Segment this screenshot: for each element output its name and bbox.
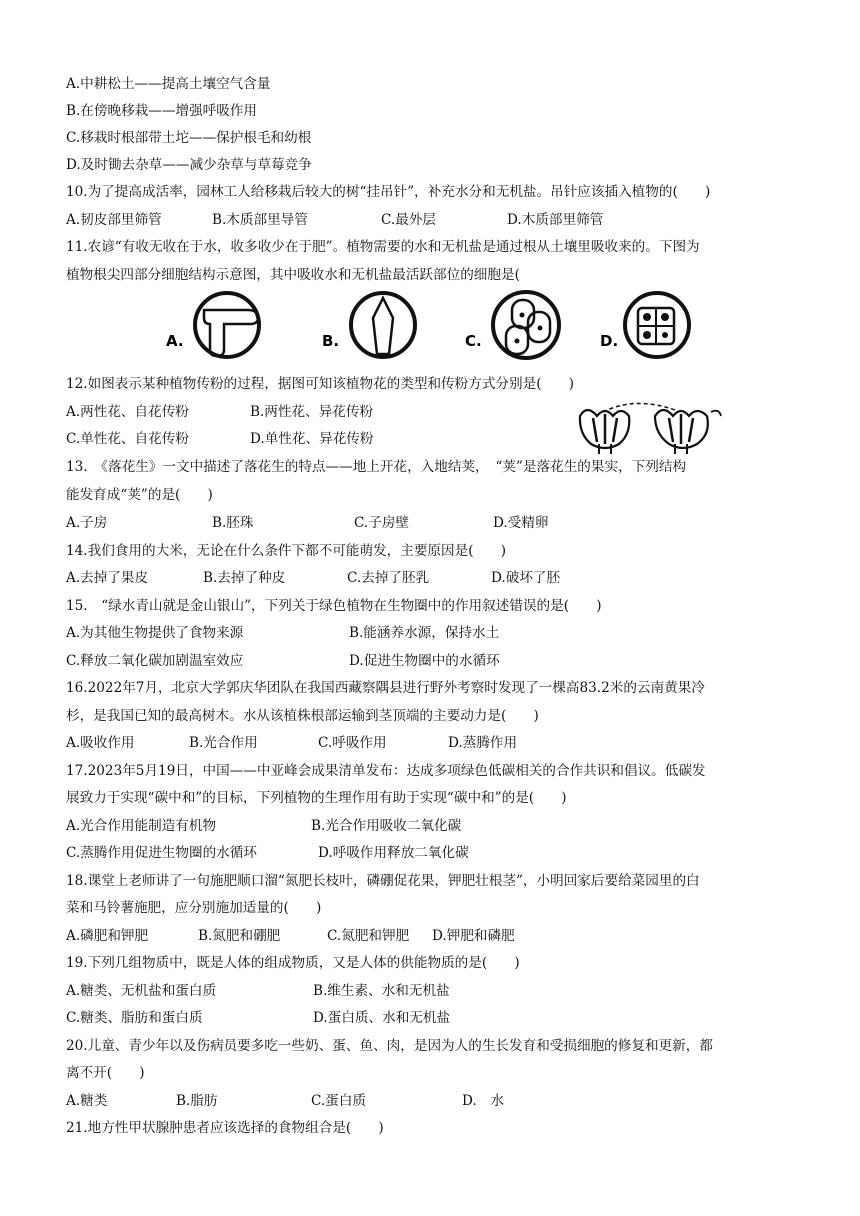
q15-option-a: A.为其他生物提供了食物来源 xyxy=(66,625,244,641)
figure-c-label: C. xyxy=(465,332,482,350)
q9-option-a: A.中耕松土——提高土壤空气含量 xyxy=(66,76,271,92)
q16-option-d: D.蒸腾作用 xyxy=(448,735,518,751)
root-tip-cells-figure xyxy=(160,288,700,368)
q17-option-a: A.光合作用能制造有机物 xyxy=(66,818,217,834)
pollination-flowers-figure xyxy=(575,398,725,456)
figure-a-root-hair-cell xyxy=(166,293,259,357)
q18-option-d: D.钾肥和磷肥 xyxy=(432,928,515,944)
q20-option-b: B.脂肪 xyxy=(176,1093,218,1109)
figure-b-label: B. xyxy=(322,332,340,350)
q17-stem-line2: 展致力于实现“碳中和”的目标，下列植物的生理作用有助于实现“碳中和”的是( ) xyxy=(66,790,567,806)
figure-c-meristem-cells xyxy=(465,292,559,358)
q15-option-d: D.促进生物圈中的水循环 xyxy=(349,653,500,669)
q11-stem-line2: 植物根尖四部分细胞结构示意图，其中吸收水和无机盐最活跃部位的细胞是( xyxy=(66,267,520,283)
q14-option-c: C.去掉了胚乳 xyxy=(347,570,430,586)
q18-stem-line1: 18.课堂上老师讲了一句施肥顺口溜“氮肥长枝叶，磷硼促花果，钾肥壮根茎”，小明回家后要给菜园里的白 xyxy=(66,873,700,889)
q18-stem-line2: 菜和马铃薯施肥，应分别施加适量的( ) xyxy=(66,900,322,916)
q16-option-c: C.呼吸作用 xyxy=(318,735,387,751)
q12-option-a: A.两性花、自花传粉 xyxy=(66,404,189,420)
figure-d-label: D. xyxy=(600,332,619,350)
q13-stem-line2: 能发育成“荚”的是( ) xyxy=(66,487,213,503)
figure-d-root-cap-cells xyxy=(600,293,689,357)
q19-option-b: B.维生素、水和无机盐 xyxy=(313,983,450,999)
q17-option-d: D.呼吸作用释放二氧化碳 xyxy=(318,845,469,861)
q17-stem-line1: 17.2023年5月19日，中国——中亚峰会成果清单发布：达成多项绿色低碳相关的合作共识和倡议。低碳发 xyxy=(66,763,706,779)
q10-option-c: C.最外层 xyxy=(381,212,437,228)
q10-stem: 10.为了提高成活率，园林工人给移栽后较大的树“挂吊针”，补充水分和无机盐。吊针应该插入植物的( ) xyxy=(66,184,711,200)
q11-stem-line1: 11.农谚“有收无收在于水，收多收少在于肥”。植物需要的水和无机盐是通过根从土壤里吸收来的。下图为 xyxy=(66,239,700,255)
q14-option-b: B.去掉了种皮 xyxy=(203,570,286,586)
q14-stem: 14.我们食用的大米，无论在什么条件下都不可能萌发，主要原因是( ) xyxy=(66,543,507,559)
q10-option-b: B.木质部里导管 xyxy=(212,212,308,228)
figure-b-elongated-cell xyxy=(322,293,415,357)
q16-stem-line2: 杉，是我国已知的最高树木。水从该植株根部运输到茎顶端的主要动力是( ) xyxy=(66,708,539,724)
q17-option-b: B.光合作用吸收二氧化碳 xyxy=(311,818,462,834)
q15-option-b: B.能涵养水源，保持水土 xyxy=(349,625,500,641)
q13-stem-line1: 13. 《落花生》一文中描述了落花生的特点——地上开花，入地结荚， “荚”是落花生的果实，下列结构 xyxy=(66,459,687,475)
q20-stem-line2: 离不开( ) xyxy=(66,1065,145,1081)
q16-option-a: A.吸收作用 xyxy=(66,735,135,751)
q16-stem-line1: 16.2022年7月，北京大学郭庆华团队在我国西藏察隅县进行野外考察时发现了一棵高83.2米的云南黄果冷 xyxy=(66,680,705,696)
q13-option-d: D.受精卵 xyxy=(493,515,549,531)
q16-option-b: B.光合作用 xyxy=(189,735,258,751)
q12-option-d: D.单性花、异花传粉 xyxy=(250,431,374,447)
q20-stem-line1: 20.儿童、青少年以及伤病员要多吃一些奶、蛋、鱼、肉，是因为人的生长发育和受损细胞的修复和更新，都 xyxy=(66,1038,713,1054)
q9-option-c: C.移栽时根部带土坨——保护根毛和幼根 xyxy=(66,130,312,146)
q10-option-a: A.韧皮部里筛管 xyxy=(66,212,162,228)
q20-option-d: D. 水 xyxy=(462,1093,504,1109)
q13-option-c: C.子房壁 xyxy=(354,515,410,531)
q12-stem: 12.如图表示某种植物传粉的过程，据图可知该植物花的类型和传粉方式分别是( ) xyxy=(66,376,575,392)
q12-option-b: B.两性花、异花传粉 xyxy=(250,404,374,420)
q13-option-a: A.子房 xyxy=(66,515,108,531)
q12-option-c: C.单性花、自花传粉 xyxy=(66,431,189,447)
q13-option-b: B.胚珠 xyxy=(212,515,254,531)
q14-option-a: A.去掉了果皮 xyxy=(66,570,149,586)
q21-stem: 21.地方性甲状腺肿患者应该选择的食物组合是( ) xyxy=(66,1120,384,1136)
q20-option-a: A.糖类 xyxy=(66,1093,108,1109)
q20-option-c: C.蛋白质 xyxy=(311,1093,367,1109)
q19-stem: 19.下列几组物质中，既是人体的组成物质，又是人体的供能物质的是( ) xyxy=(66,955,520,971)
q14-option-d: D.破坏了胚 xyxy=(491,570,561,586)
q15-option-c: C.释放二氧化碳加剧温室效应 xyxy=(66,653,244,669)
q17-option-c: C.蒸腾作用促进生物圈的水循环 xyxy=(66,845,257,861)
q9-option-b: B.在傍晚移栽——增强呼吸作用 xyxy=(66,103,258,119)
q19-option-a: A.糖类、无机盐和蛋白质 xyxy=(66,983,217,999)
q18-option-b: B.氮肥和硼肥 xyxy=(198,928,281,944)
q19-option-d: D.蛋白质、水和无机盐 xyxy=(313,1010,451,1026)
q9-option-d: D.及时锄去杂草——减少杂草与草莓竞争 xyxy=(66,157,312,173)
q18-option-a: A.磷肥和钾肥 xyxy=(66,928,149,944)
q18-option-c: C.氮肥和钾肥 xyxy=(327,928,410,944)
q19-option-c: C.糖类、脂肪和蛋白质 xyxy=(66,1010,203,1026)
figure-a-label: A. xyxy=(166,332,184,350)
q10-option-d: D.木质部里筛管 xyxy=(507,212,604,228)
q15-stem: 15. “绿水青山就是金山银山”，下列关于绿色植物在生物圈中的作用叙述错误的是( ) xyxy=(66,598,602,614)
